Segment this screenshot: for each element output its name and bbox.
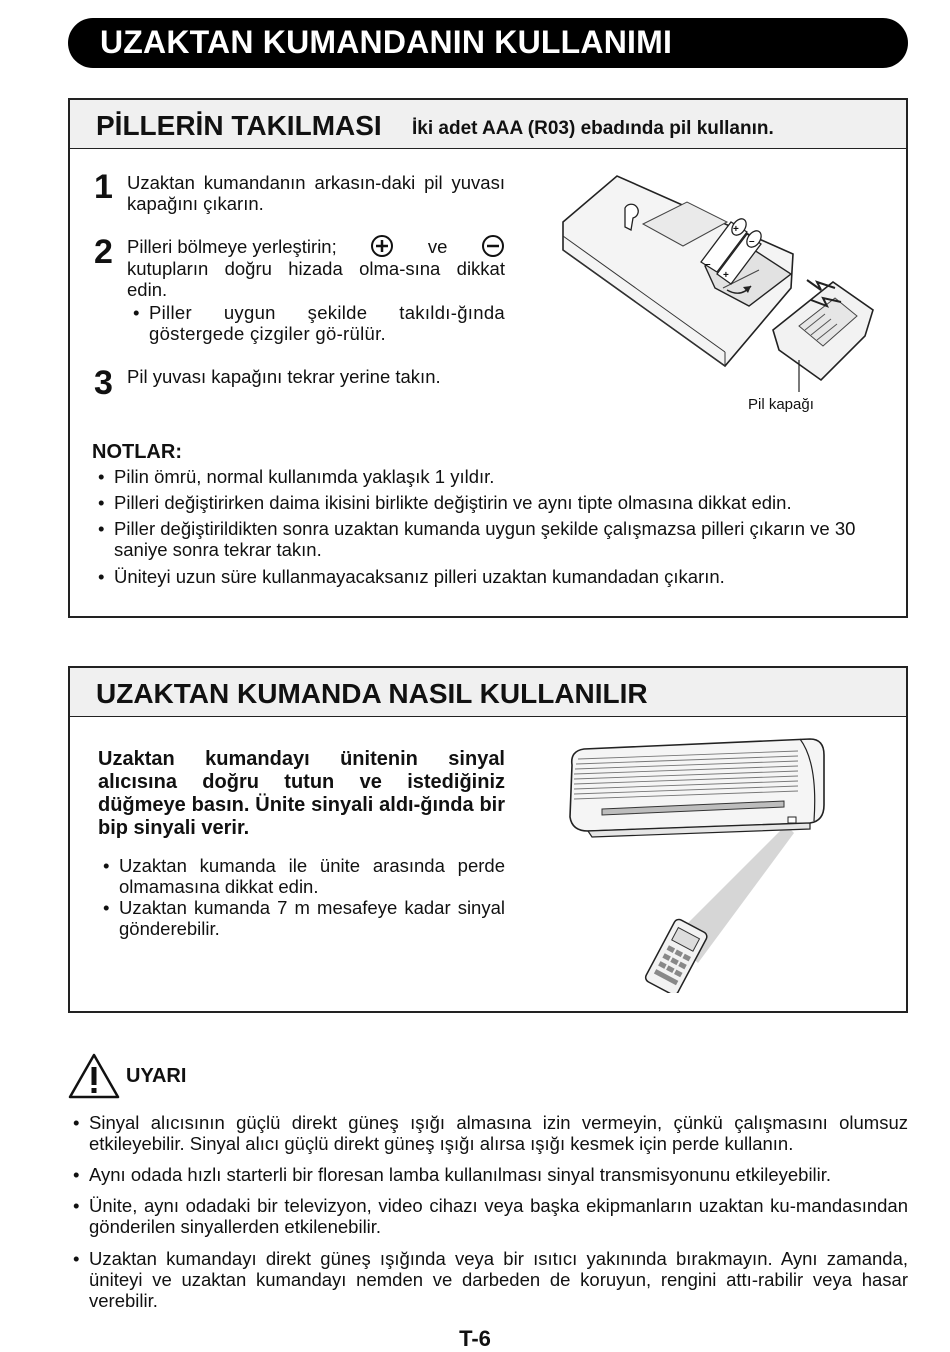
svg-text:+: +	[723, 270, 729, 281]
page-number: T-6	[459, 1326, 491, 1351]
svg-text:–: –	[749, 236, 755, 247]
step-2-text-after: kutupların doğru hizada olma-sına dikkat edin.	[127, 258, 505, 300]
warning-item: • Aynı odada hızlı starterli bir floresan lamba kullanılması sinyal transmisyonunu etkileyebilir.	[89, 1164, 908, 1185]
battery-section-title: PİLLERİN TAKILMASI	[96, 110, 382, 141]
battery-cover-label: Pil kapağı	[748, 396, 814, 413]
usage-section-title: UZAKTAN KUMANDA NASIL KULLANILIR	[96, 678, 648, 709]
notes-title: NOTLAR:	[92, 441, 182, 463]
page-header-bar	[68, 18, 908, 68]
svg-text:–: –	[705, 259, 711, 270]
note-item: • Piller değiştirildikten sonra uzaktan kumanda uygun şekilde çalışmazsa pilleri çıkarın ve 30 saniye sonra tekrar takın.	[114, 518, 884, 560]
minus-pole-icon	[481, 234, 505, 258]
svg-text:+: +	[733, 224, 739, 235]
warning-triangle-icon	[68, 1052, 120, 1100]
plus-pole-icon	[370, 234, 394, 258]
step-number-1: 1	[94, 168, 113, 206]
step-number-2: 2	[94, 233, 113, 271]
step-2-text-before: Pilleri bölmeye yerleştirin;	[127, 235, 337, 257]
warning-item: • Sinyal alıcısının güçlü direkt güneş ışığı almasına izin vermeyin, çünkü çalışmasını olumsuz etkileyebilir. Sinyal alıcı güçlü direkt güneş ışığı alırsa ışığı kesmek için perde kullanın.	[89, 1112, 908, 1154]
warning-title: UYARI	[126, 1065, 187, 1087]
battery-section-subtitle: İki adet AAA (R03) ebadında pil kullanın.	[412, 118, 774, 139]
step-text-2	[127, 234, 505, 300]
step-2-bullet: • Piller uygun şekilde takıldı-ğında göstergede çizgiler gö-rülür.	[149, 302, 505, 344]
step-text-1: Uzaktan kumandanın arkasın-daki pil yuvası kapağını çıkarın.	[127, 172, 505, 214]
warning-item: • Ünite, aynı odadaki bir televizyon, video cihazı veya başka ekipmanların uzaktan ku-mandasından gönderilen sinyallerden etkilenebilir.	[89, 1195, 908, 1237]
usage-section-header	[70, 668, 906, 717]
note-item: • Pilin ömrü, normal kullanımda yaklaşık 1 yıldır.	[114, 466, 884, 487]
note-item: • Üniteyi uzun süre kullanmayacaksanız pilleri uzaktan kumandadan çıkarın.	[114, 566, 884, 587]
page-title: UZAKTAN KUMANDANIN KULLANIMI	[100, 24, 673, 60]
warning-item: • Uzaktan kumandayı direkt güneş ışığında veya bir ısıtıcı yakınında bırakmayın. Aynı zamanda, üniteyi ve uzaktan kumandayı nemden ve darbeden de koruyun, rengini attı-rabilir veya hasar verebilir.	[89, 1248, 908, 1311]
air-conditioner-illustration	[562, 733, 832, 993]
usage-bullet: • Uzaktan kumanda ile ünite arasında perde olmamasına dikkat edin.	[119, 855, 505, 897]
remote-battery-illustration	[555, 170, 885, 395]
note-item: • Pilleri değiştirirken daima ikisini birlikte değiştirin ve aynı tipte olmasına dikkat edin.	[114, 492, 884, 513]
step-2-text-mid: ve	[427, 235, 448, 257]
battery-section-header	[70, 100, 906, 149]
step-text-3: Pil yuvası kapağını tekrar yerine takın.	[127, 366, 441, 387]
usage-lead-text: Uzaktan kumandayı ünitenin sinyal alıcısına doğru tutun ve istediğiniz düğmeye basın. Ünite sinyali aldı-ğında bir bip sinyali verir.	[98, 748, 505, 839]
usage-bullet: • Uzaktan kumanda 7 m mesafeye kadar sinyal gönderebilir.	[119, 897, 505, 939]
step-number-3: 3	[94, 364, 113, 402]
